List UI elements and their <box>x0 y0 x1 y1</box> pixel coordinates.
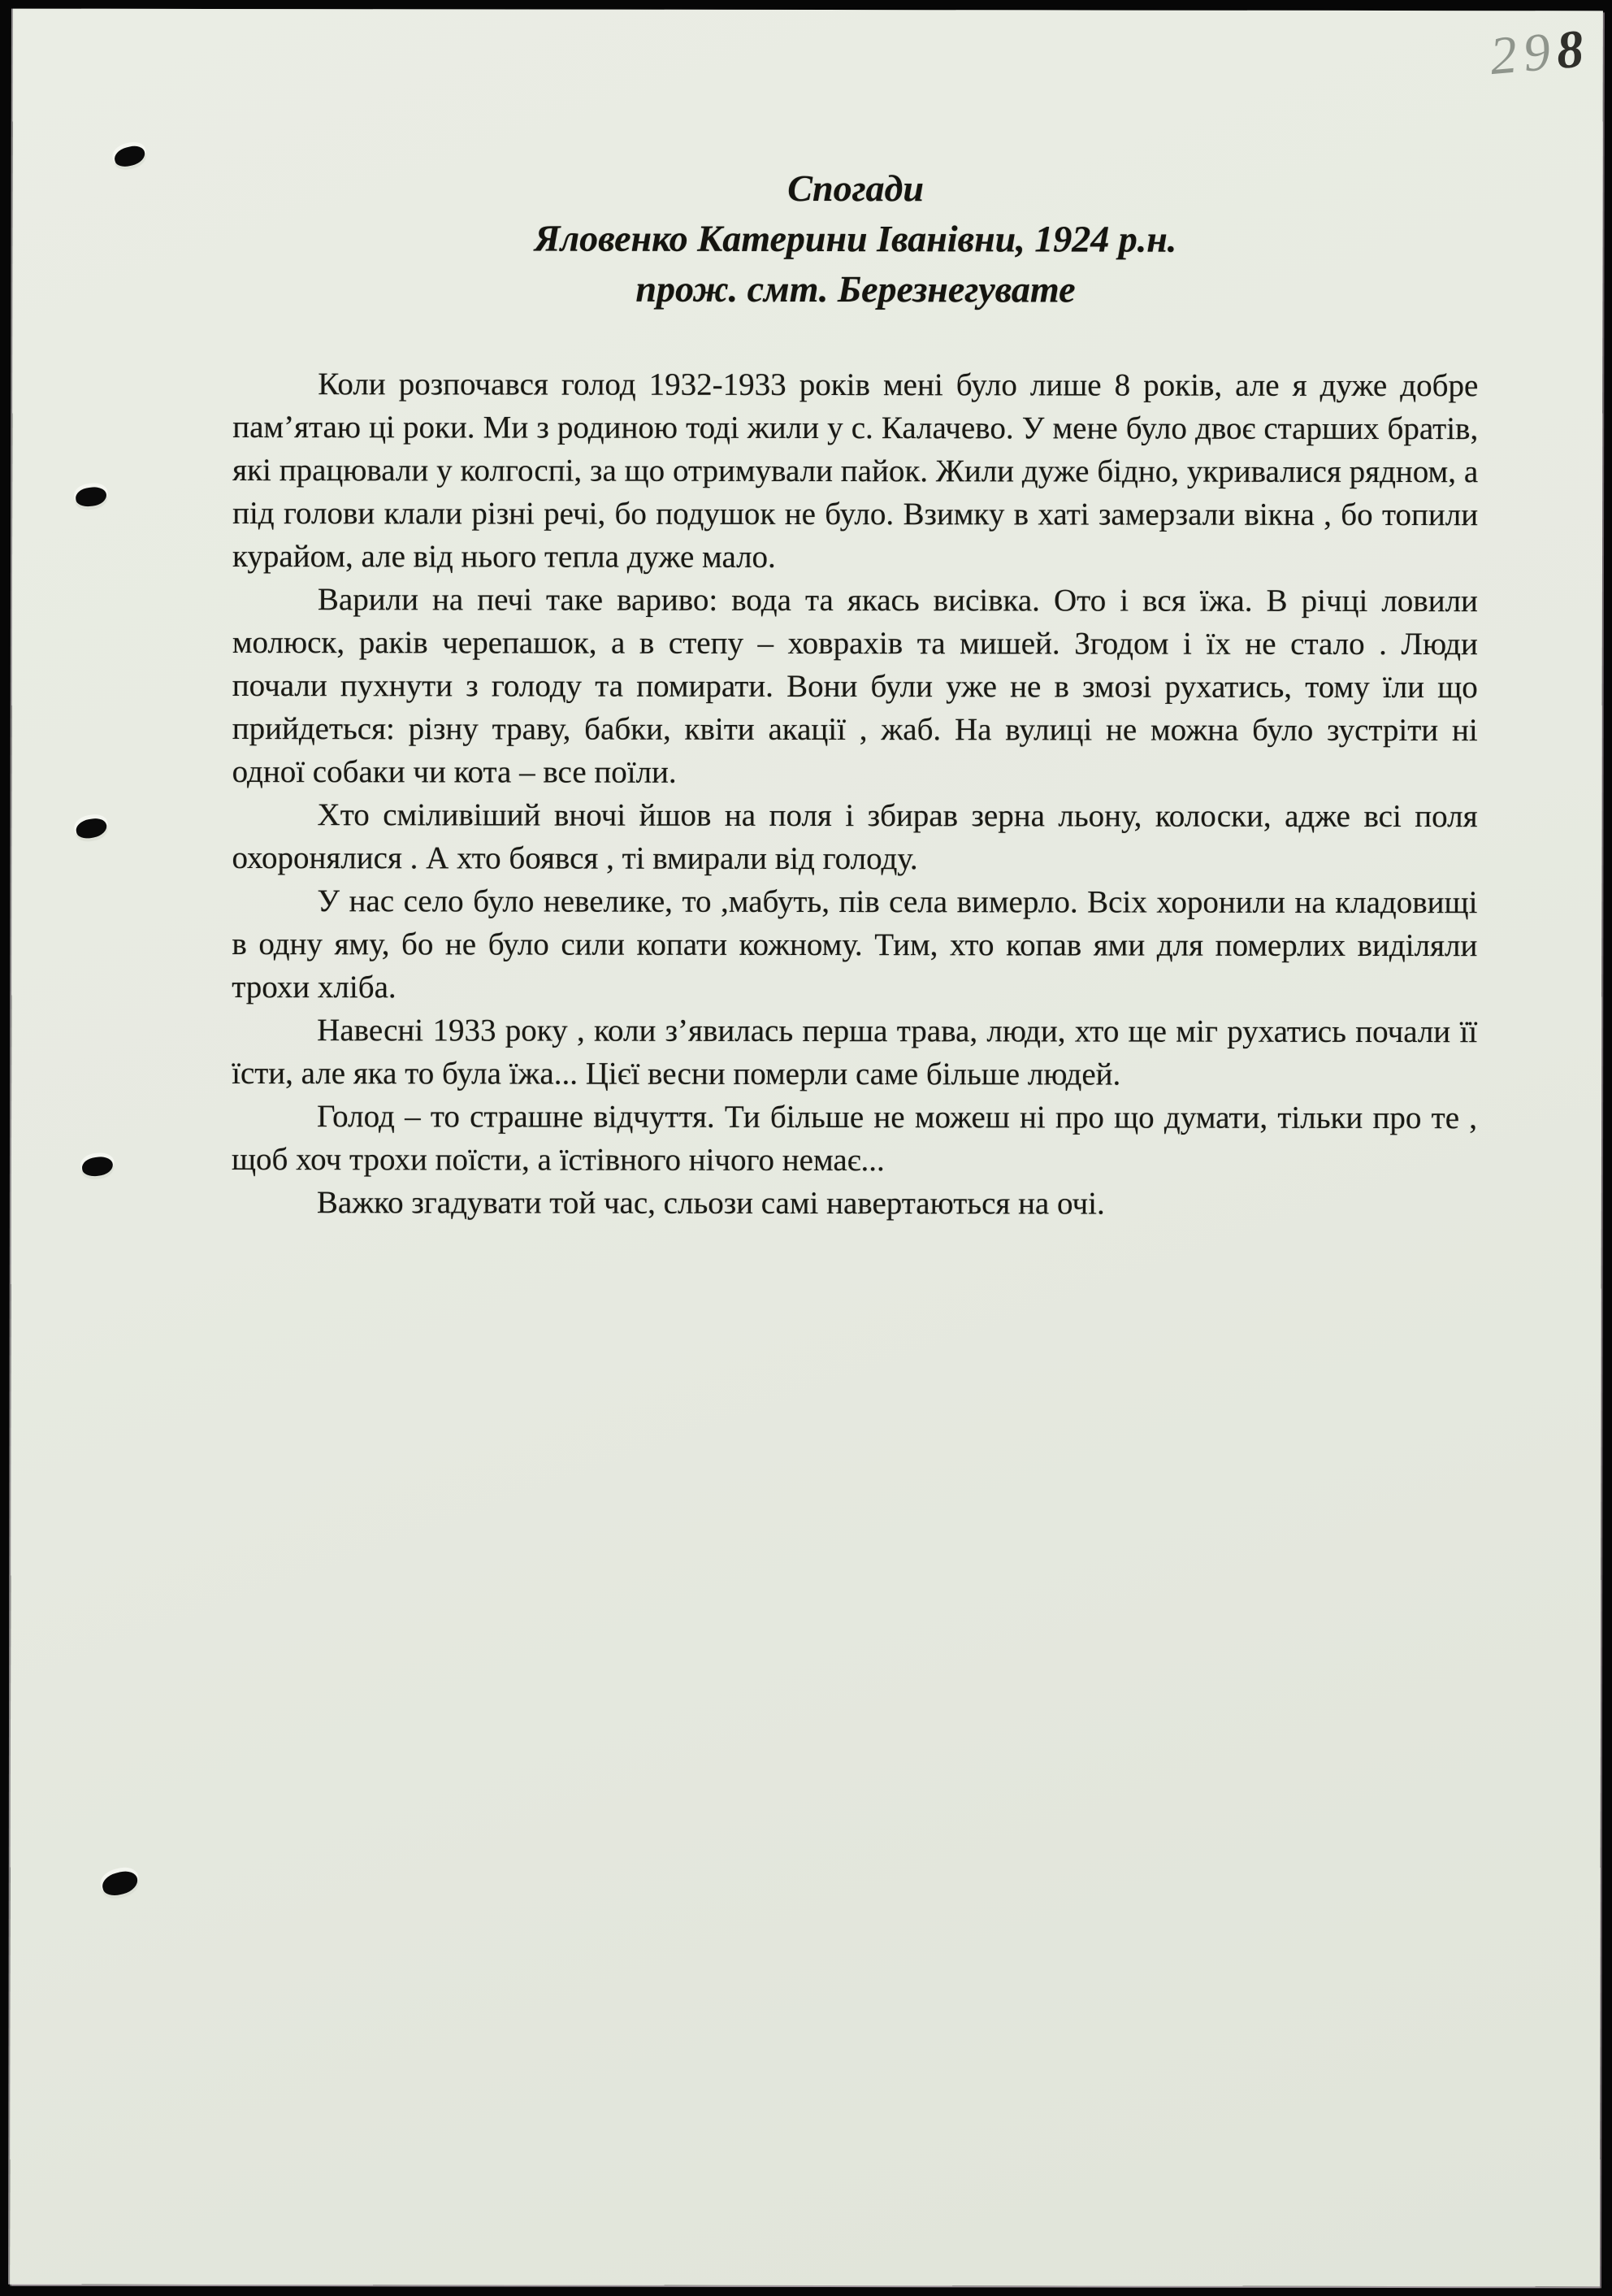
hole-punch <box>81 1156 114 1178</box>
paragraph: Варили на печі таке вариво: вода та якась висівка. Ото і вся їжа. В річці ловили молюск, раків черепашок, а в степу – ховрахів та мишей. Згодом і їх не стало . Люди почали пухнути з голоду та помирати. Вони були уже не в змозі рухатись, тому їли що прийдеться: різну траву, бабки, квіти акації , жаб. На вулиці не можна було зустріти ні одної собаки чи кота – все поїли. <box>232 582 1478 790</box>
paragraph: Навесні 1933 року , коли з’явилась перша трава, люди, хто ще міг рухатись почали її їсти, але яка то була їжа... Цієї весни померли саме більше людей. <box>232 1013 1478 1092</box>
paragraph: У нас село було невелике, то ,мабуть, пів села вимерло. Всіх хоронили на кладовищі в одну яму, бо не було сили копати кожному. Тим, хто копав ями для померлих виділяли трохи хліба. <box>232 883 1478 1005</box>
page-number-pencil-digits: 29 <box>1487 21 1559 87</box>
title-line-residence: прож. смт. Березнегувате <box>635 267 1076 310</box>
title-line-heading: Спогади <box>787 167 925 210</box>
title-line-author: Яловенко Катерини Іванівни, 1924 р.н. <box>534 217 1177 260</box>
paragraph: Хто сміливіший вночі йшов на поля і збирав зерна льону, колоски, адже всі поля охоронялися . А хто боявся , ті вмирали від голоду. <box>232 797 1478 877</box>
paragraph: Коли розпочався голод 1932-1933 років мені було лише 8 років, але я дуже добре пам’ятаю ці роки. Ми з родиною тоді жили у с. Калачево. У мене було двоє старших братів, які працювали у колгоспі, за що отримували пайок. Жили дуже бідно, укривалися рядном, а під голови клали різні речі, бо подушок не було. Взимку в хаті замерзали вікна , бо топили курайом, але від нього тепла дуже мало. <box>232 367 1479 575</box>
handwritten-page-number <box>1488 18 1586 88</box>
paragraph: Голод – то страшне відчуття. Ти більше не можеш ні про що думати, тільки про те , щоб хоч трохи поїсти, а їстівного нічого немає... <box>231 1099 1478 1178</box>
memoir-text <box>232 362 1478 1226</box>
hole-punch <box>75 486 107 508</box>
hole-punch <box>75 817 108 840</box>
page-number-ink-digit: 8 <box>1554 19 1586 81</box>
document-title <box>232 163 1478 315</box>
hole-punch <box>112 144 146 169</box>
paragraph: Важко згадувати той час, сльози самі навертаються на очі. <box>316 1185 1105 1222</box>
document-page <box>10 9 1603 2287</box>
document-content <box>232 163 1479 1226</box>
hole-punch <box>100 1868 140 1899</box>
